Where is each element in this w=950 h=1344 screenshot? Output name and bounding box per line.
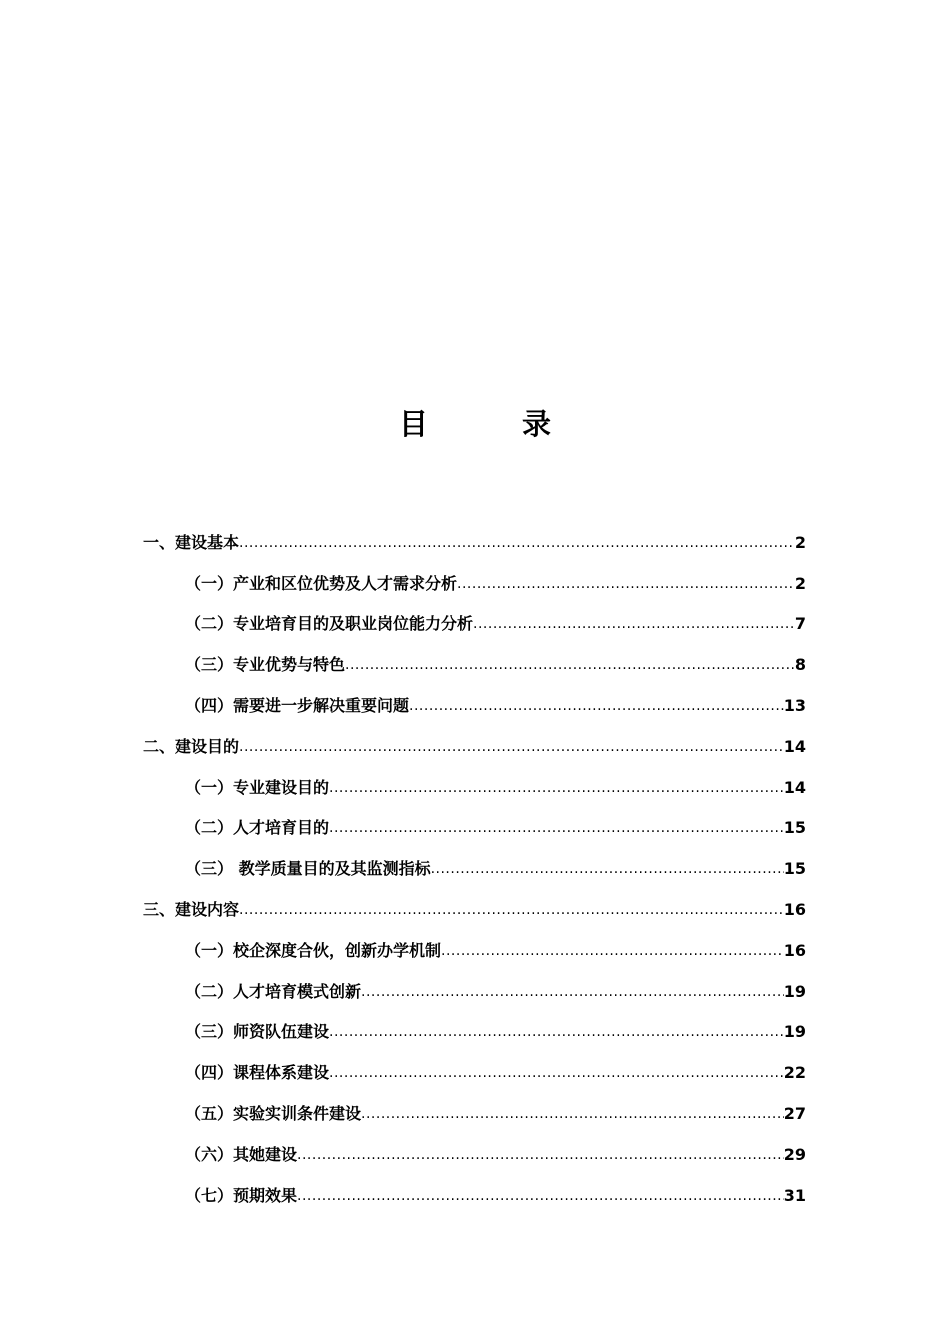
toc-dot-leader bbox=[297, 1145, 784, 1166]
toc-entry-page-number: 14 bbox=[783, 736, 806, 756]
toc-entry[interactable] bbox=[143, 676, 806, 717]
toc-entry[interactable] bbox=[143, 1166, 806, 1207]
toc-entry-page-number: 27 bbox=[783, 1103, 806, 1123]
toc-dot-leader bbox=[297, 1186, 784, 1207]
toc-entry[interactable] bbox=[143, 595, 806, 636]
toc-entry-page-number: 2 bbox=[794, 573, 806, 593]
toc-entry-label: （一）专业建设目的 bbox=[185, 777, 330, 797]
toc-entry-page-number: 16 bbox=[783, 940, 806, 960]
toc-entry-label: （七）预期效果 bbox=[185, 1185, 298, 1205]
toc-entry[interactable] bbox=[143, 717, 806, 758]
toc-entry-page-number: 13 bbox=[783, 695, 806, 715]
toc-entry-label: （四）需要进一步解决重要问题 bbox=[185, 695, 410, 715]
toc-entry[interactable] bbox=[143, 1043, 806, 1084]
toc-dot-leader bbox=[329, 1022, 784, 1043]
toc-entry-label: （一）校企深度合伙，创新办学机制 bbox=[185, 940, 442, 960]
toc-entry[interactable] bbox=[143, 839, 806, 880]
toc-entry-page-number: 19 bbox=[783, 981, 806, 1001]
toc-dot-leader bbox=[239, 737, 784, 758]
toc-dot-leader bbox=[361, 1104, 784, 1125]
toc-entry-label: 一、建设基本 bbox=[143, 532, 240, 552]
toc-entry[interactable] bbox=[143, 1003, 806, 1044]
toc-entry-page-number: 2 bbox=[794, 532, 806, 552]
toc-entry[interactable] bbox=[143, 1084, 806, 1125]
toc-dot-leader bbox=[329, 778, 784, 799]
toc-dot-leader bbox=[239, 900, 784, 921]
toc-entry[interactable] bbox=[143, 921, 806, 962]
toc-entry-page-number: 29 bbox=[783, 1144, 806, 1164]
toc-dot-leader bbox=[329, 1063, 784, 1084]
toc-dot-leader bbox=[361, 982, 784, 1003]
toc-entry-page-number: 31 bbox=[783, 1185, 806, 1205]
toc-entry[interactable] bbox=[143, 1125, 806, 1166]
toc-entry-label: （五）实验实训条件建设 bbox=[185, 1103, 362, 1123]
toc-entry-label: （一）产业和区位优势及人才需求分析 bbox=[185, 573, 458, 593]
toc-entry[interactable] bbox=[143, 880, 806, 921]
toc-dot-leader bbox=[239, 533, 795, 554]
toc-entry-label: 二、建设目的 bbox=[143, 736, 240, 756]
toc-entry-page-number: 14 bbox=[783, 777, 806, 797]
toc-entry-label: （六）其她建设 bbox=[185, 1144, 298, 1164]
toc-dot-leader bbox=[345, 655, 795, 676]
toc-entry-page-number: 8 bbox=[794, 655, 806, 675]
toc-entry-page-number: 15 bbox=[783, 859, 806, 879]
toc-entry-label: 三、建设内容 bbox=[143, 899, 240, 919]
toc-entry-page-number: 15 bbox=[783, 818, 806, 838]
toc-entry-page-number: 16 bbox=[783, 899, 806, 919]
toc-entry[interactable] bbox=[143, 635, 806, 676]
toc-title: 目 录 bbox=[398, 407, 594, 441]
toc-entry-label: （三）专业优势与特色 bbox=[185, 655, 346, 675]
toc-entry-label: （三）师资队伍建设 bbox=[185, 1022, 330, 1042]
toc-dot-leader bbox=[431, 859, 784, 880]
toc-entry-label: （四）课程体系建设 bbox=[185, 1063, 330, 1083]
toc-dot-leader bbox=[473, 614, 795, 635]
toc-entry-label: （二）人才培育目的 bbox=[185, 818, 330, 838]
toc-entry-label: （三） 教学质量目的及其监测指标 bbox=[185, 859, 431, 879]
toc-entry[interactable] bbox=[143, 799, 806, 840]
toc-dot-leader bbox=[329, 818, 784, 839]
toc-entry-page-number: 7 bbox=[794, 614, 806, 634]
toc-entry[interactable] bbox=[143, 962, 806, 1003]
toc-dot-leader bbox=[441, 941, 784, 962]
toc-dot-leader bbox=[409, 696, 784, 717]
toc-entry-page-number: 19 bbox=[783, 1022, 806, 1042]
toc-entry[interactable] bbox=[143, 554, 806, 595]
toc-entry-page-number: 22 bbox=[783, 1063, 806, 1083]
toc-entry[interactable] bbox=[143, 513, 806, 554]
toc-entry-label: （二）人才培育模式创新 bbox=[185, 981, 362, 1001]
toc-entry-label: （二）专业培育目的及职业岗位能力分析 bbox=[185, 614, 474, 634]
toc-dot-leader bbox=[457, 574, 795, 595]
toc-entry[interactable] bbox=[143, 758, 806, 799]
toc-list bbox=[143, 513, 806, 1207]
